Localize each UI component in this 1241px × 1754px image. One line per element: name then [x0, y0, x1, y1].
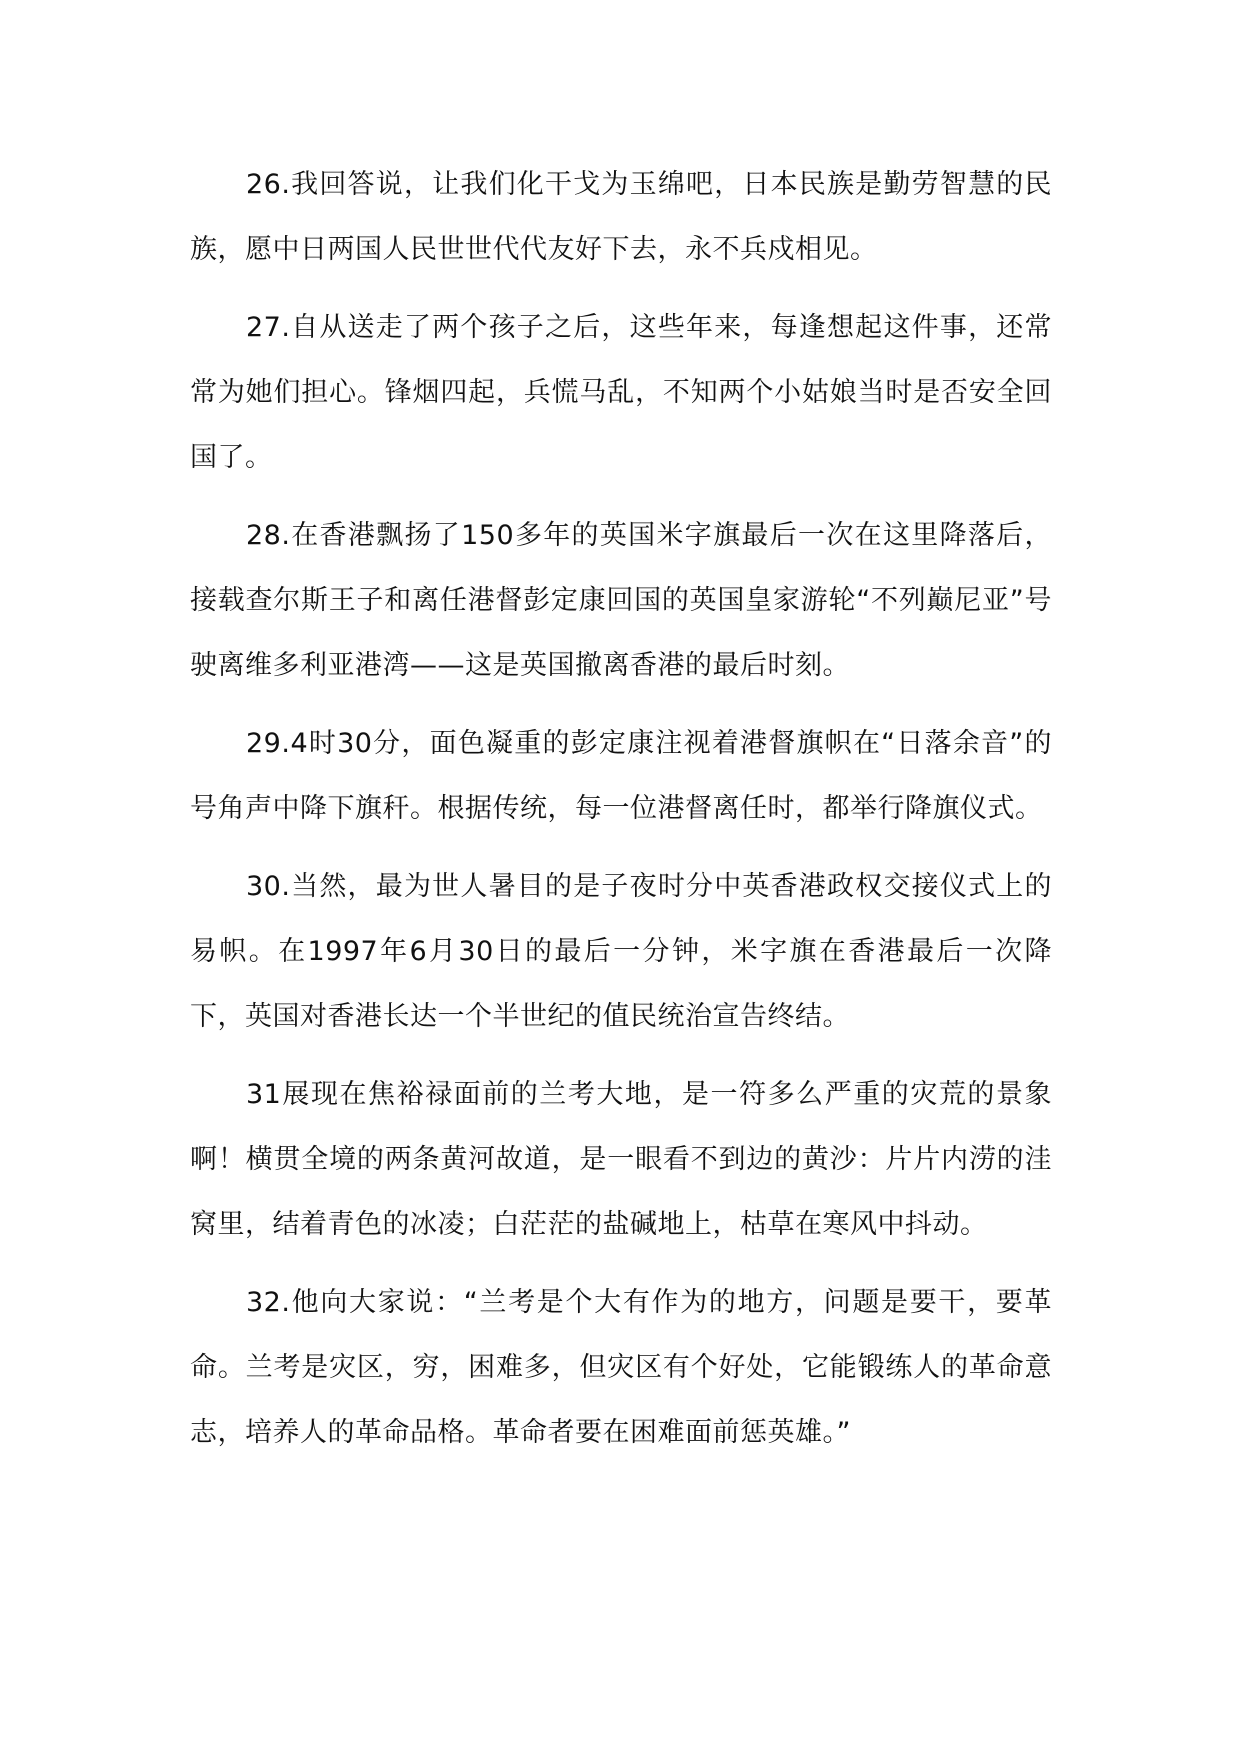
paragraph-27: 27.自从送走了两个孩子之后，这些年来，每逢想起这件事，还常常为她们担心。锋烟四起，兵慌马乱，不知两个小姑娘当时是否安全回国了。 — [190, 312, 1052, 473]
paragraph-28: 28.在香港飘扬了150多年的英国米字旗最后一次在这里降落后，接载查尔斯王子和离任港督彭定康回国的英国皇家游轮“不列巅尼亚”号驶离维多利亚港湾——这是英国撤离香港的最后时刻。 — [190, 520, 1052, 681]
paragraph-31: 31展现在焦裕禄面前的兰考大地，是一符多么严重的灾荒的景象啊！横贯全境的两条黄河故道，是一眼看不到边的黄沙：片片内涝的洼窝里，结着青色的冰凌；白茫茫的盐碱地上，枯草在寒风中抖动。 — [190, 1079, 1052, 1240]
paragraph-26: 26.我回答说，让我们化干戈为玉绵吧，日本民族是勤劳智慧的民族，愿中日两国人民世世代代友好下去，永不兵戍相见。 — [190, 169, 1052, 265]
document-body — [190, 152, 1052, 1478]
paragraph-29: 29.4时30分，面色凝重的彭定康注视着港督旗帜在“日落余音”的号角声中降下旗秆。根据传统，每一位港督离任时，都举行降旗仪式。 — [190, 728, 1052, 824]
paragraph-30: 30.当然，最为世人暑目的是子夜时分中英香港政权交接仪式上的易帜。在1997年6月30日的最后一分钟，米字旗在香港最后一次降下，英国对香港长达一个半世纪的值民统治宣告终结。 — [190, 871, 1052, 1032]
paragraph-32: 32.他向大家说：“兰考是个大有作为的地方，问题是要干，要革命。兰考是灾区，穷，困难多，但灾区有个好处，它能锻练人的革命意志，培养人的革命品格。革命者要在困难面前惩英雄。” — [190, 1287, 1052, 1448]
